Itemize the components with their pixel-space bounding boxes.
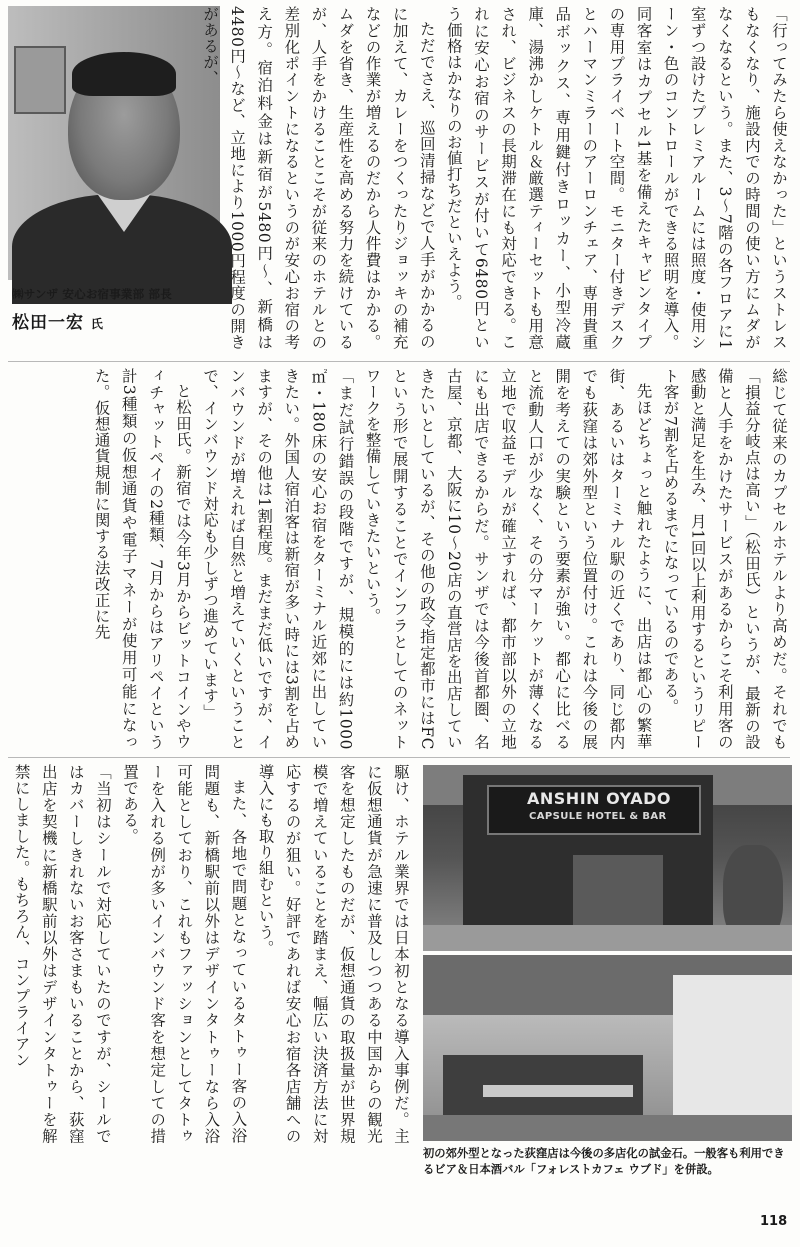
photo-window <box>673 975 792 1115</box>
cafe-interior-photo <box>423 955 792 1141</box>
signboard-text: ANSHIN OYADO <box>527 789 671 808</box>
paragraph: また、各地で問題となっているタトゥー客の入浴問題も、新橋駅前以外はデザインタトゥーなら入浴可能としており、これもファッションとしてタトゥーを入れる例が多いインバウンド客を想定しての措置である。 <box>121 764 248 1144</box>
person-caption <box>12 286 222 333</box>
signboard-subtext: CAPSULE HOTEL & BAR <box>529 811 667 822</box>
text-block-middle <box>8 368 792 750</box>
paragraph: 駆け、ホテル業界では日本初となる導入事例だ。主に仮想通貨が急速に普及しつつある中国からの観光客を想定したものだが、仮想通貨の取扱量が世界規模で増えていることを踏まえ、幅広い決済方法に対応するのが狙い。好評であれば安心お宿各店舗への導入にも取り組むという。 <box>256 764 410 1144</box>
person-name-text: 松田一宏 <box>12 313 84 333</box>
paragraph: 先ほどちょっと触れたように、出店は都心の繁華街、あるいはターミナル駅の近くであり、同じ都内でも荻窪は郊外型という位置付け。これは今後の展開を考えての実験という要素が強い。都心に比べると流動人口が少なく、その分マーケットが薄くなる立地で収益モデルが確立すれば、都市部以外の立地にも出店できるからだ。サンザでは今後首都圏、名古屋、京都、大阪に10〜20店の直営店を出店していきたいとしているが、その他の政令指定都市にはFCという形で展開することでインフラとしてのネットワークを整備していきたいという。 <box>363 368 653 750</box>
portrait-hair <box>72 52 176 96</box>
photo-table <box>483 1085 633 1097</box>
wall-frame <box>14 46 66 114</box>
paragraph: ただでさえ、巡回清掃などで人手がかかるのに加えて、カレーをつくったりジョッキの補充などの作業が増えるのだから人件費はかかる。ムダを省き、生産性を高める努力を続けているが、人手をかけることこそが従来のホテルとの差別化ポイントになるというのが安心お宿の考え方。宿泊料金は新宿が5480円〜、新橋は4480円〜など、立地により1000円程度の開きがあるが、 <box>201 6 436 350</box>
paragraph: 「行ってみたら使えなかった」というストレスもなくなり、施設内での時間の使い方にムダがなくなるという。また、3〜7階の各フロアに1室ずつ設けたプレミアルームには照度・使用シーン・色のコントロールができる照明を導入。同客室はカプセル1基を備えたキャビンタイプの専用プライベート空間。モニター付きデスクとハーマンミラーのアーロンチェア、専用貴重品ボックス、専用鍵付きロッカー、小型冷蔵庫、湯沸かしケトル＆厳選ティーセットも用意され、ビジネスの長期滞在にも対応できる。これに安心お宿のサービスが付いて6480円という価格はかなりのお値打ちだといえよう。 <box>444 6 788 350</box>
person-role: ㈱サンザ 安心お宿事業部 部長 <box>12 287 172 301</box>
text-block-top <box>201 6 792 350</box>
photo-floor <box>423 1115 792 1141</box>
portrait-photo <box>8 6 220 280</box>
person-name <box>12 308 222 333</box>
section-divider <box>8 757 790 758</box>
paragraph: と松田氏。新宿では今年3月からビットコインやウィチャットペイの2種類、7月からはアリペイという計3種類の仮想通貨や電子マネーが使用可能になった。仮想通貨規制に関する法改正に先 <box>92 368 192 750</box>
paragraph: 総じて従来のカプセルホテルより高めだ。それでも「損益分岐点は高い」（松田氏）というが、最新の設備と人手をかけたサービスがあるからこそ利用客の感動と満足を生み、月1回以上利用するというリピート客が7割を占めるまでになっているのである。 <box>661 368 788 750</box>
text-block-bottom <box>8 764 414 1144</box>
photo-caption: 初の郊外型となった荻窪店は今後の多店化の試金石。一般客も利用できるビア＆日本酒バル「フォレストカフェ ウブド」を併設。 <box>423 1147 785 1176</box>
section-divider <box>8 361 790 362</box>
paragraph: 「当初はシールで対応していたのですが、シールではカバーしきれないお客さまもいることから、荻窪出店を契機に新橋駅前以外はデザインタトゥーを解禁にしました。もちろん、コンプライアン <box>12 764 112 1144</box>
hotel-entrance-photo <box>423 765 792 951</box>
person-honorific: 氏 <box>90 317 104 331</box>
paragraph: 「まだ試行錯誤の段階ですが、規模的には約1000㎡・180床の安心お宿をターミナル近郊に出していきたい。外国人宿泊客は新宿が多い時には3割を占めますが、その他は1割程度。まだまだ低いですが、インバウンドが増えれば自然と増えていくということで、インバウンド対応も少しずつ進めています」 <box>201 368 355 750</box>
photo-floor <box>423 925 792 951</box>
page-number: 118 <box>760 1214 788 1229</box>
